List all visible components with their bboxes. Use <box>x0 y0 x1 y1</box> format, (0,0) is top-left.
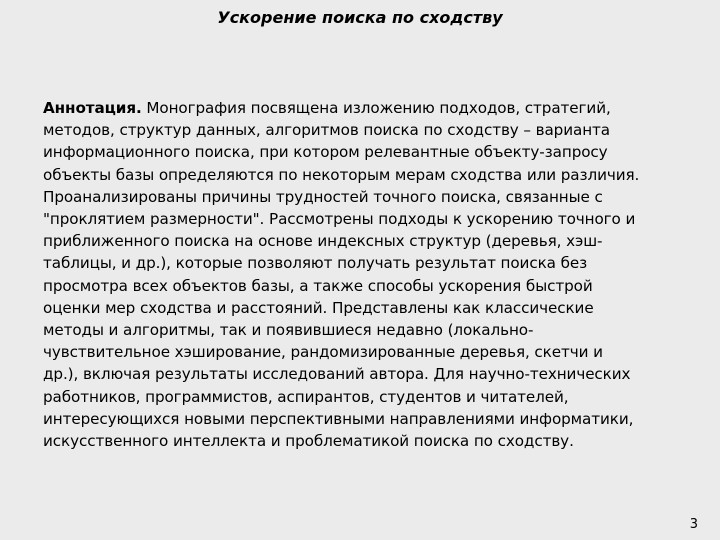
abstract-line: методов, структур данных, алгоритмов поиска по сходству – варианта <box>43 121 610 140</box>
abstract-line: методы и алгоритмы, так и появившиеся недавно (локально- <box>43 321 534 340</box>
abstract-line-text: Монография посвящена изложению подходов, стратегий, <box>141 99 611 117</box>
abstract-line: оценки мер сходства и расстояний. Представлены как классические <box>43 298 594 317</box>
abstract-line: информационного поиска, при котором релевантные объекту-запросу <box>43 143 608 162</box>
abstract-line: др.), включая результаты исследований автора. Для научно-технических <box>43 365 631 384</box>
abstract-line: интересующихся новыми перспективными направлениями информатики, <box>43 409 634 428</box>
abstract-line: работников, программистов, аспирантов, студентов и читателей, <box>43 387 569 406</box>
abstract-line: просмотра всех объектов базы, а также способы ускорения быстрой <box>43 276 593 295</box>
abstract-line <box>43 97 693 119</box>
abstract-line: объекты базы определяются по некоторым мерам сходства или различия. <box>43 165 640 184</box>
abstract-line: приближенного поиска на основе индексных структур (деревья, хэш- <box>43 232 603 251</box>
abstract-line: "проклятием размерности". Рассмотрены подходы к ускорению точного и <box>43 210 636 229</box>
abstract-line: чувствительное хэширование, рандомизированные деревья, скетчи и <box>43 343 603 362</box>
slide-title: Ускорение поиска по сходству <box>217 8 503 27</box>
abstract-paragraph <box>43 97 693 452</box>
abstract-line: таблицы, и др.), которые позволяют получать результат поиска без <box>43 254 588 273</box>
abstract-label: Аннотация. <box>43 99 142 117</box>
page-number: 3 <box>689 517 698 532</box>
abstract-line: искусственного интеллекта и проблематикой поиска по сходству. <box>43 432 574 451</box>
abstract-line: Проанализированы причины трудностей точного поиска, связанные с <box>43 187 603 206</box>
